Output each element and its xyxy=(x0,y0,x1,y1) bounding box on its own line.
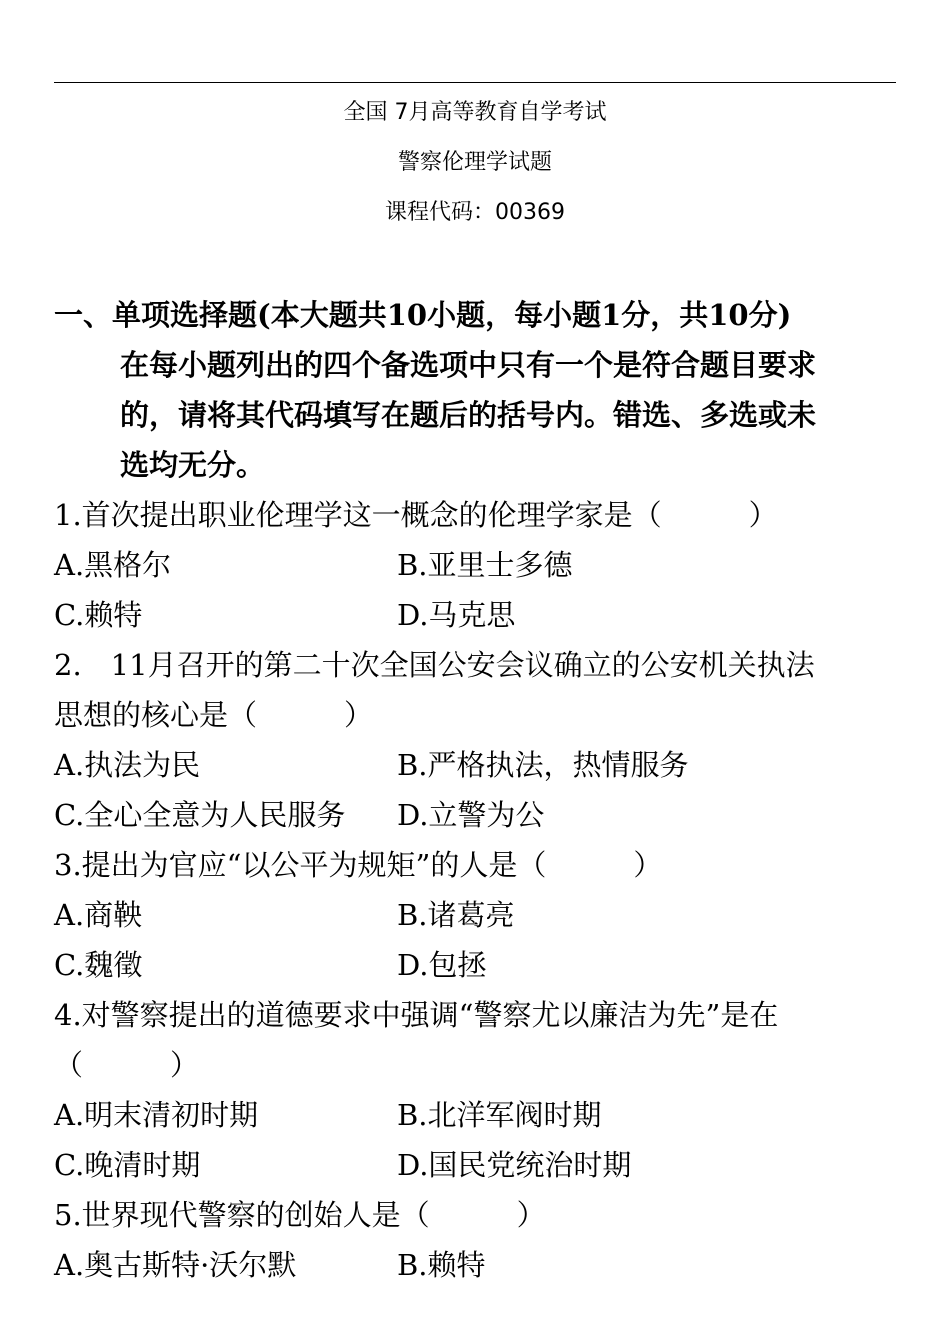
question-4-stem: 4.对警察提出的道德要求中强调“警察尤以廉洁为先”是在 xyxy=(54,998,779,1032)
question-4-option-c: C.晚清时期 xyxy=(54,1148,201,1182)
question-1-option-b: B.亚里士多德 xyxy=(397,548,573,582)
question-1-option-c: C.赖特 xyxy=(54,598,143,632)
question-2-option-b: B.严格执法，热情服务 xyxy=(397,748,689,782)
question-4-option-b: B.北洋军阀时期 xyxy=(397,1098,602,1132)
question-3-option-c: C.魏徵 xyxy=(54,948,143,982)
section-heading: 一、单项选择题(本大题共10小题，每小题1分，共10分) xyxy=(54,298,792,332)
question-5-option-a: A.奥古斯特·沃尔默 xyxy=(54,1248,297,1282)
question-2-option-a: A.执法为民 xyxy=(54,748,201,782)
exam-title: 全国 7月高等教育自学考试 xyxy=(343,100,607,125)
section-instruction-line: 选均无分。 xyxy=(120,448,266,482)
question-1-stem: 1.首次提出职业伦理学这一概念的伦理学家是（ ） xyxy=(54,498,778,532)
question-5-option-b: B.赖特 xyxy=(397,1248,486,1282)
question-3-option-d: D.包拯 xyxy=(397,948,487,982)
question-3-option-a: A.商鞅 xyxy=(54,898,143,932)
top-rule xyxy=(54,82,896,83)
section-one xyxy=(54,290,904,490)
question-2-stem-cont: 思想的核心是（ ） xyxy=(54,698,374,732)
question-1-option-d: D.马克思 xyxy=(397,598,516,632)
question-2-stem: 2. 11月召开的第二十次全国公安会议确立的公安机关执法 xyxy=(54,648,815,682)
question-5-stem: 5.世界现代警察的创始人是（ ） xyxy=(54,1198,546,1232)
course-code: 课程代码：00369 xyxy=(385,200,565,225)
question-4-option-a: A.明末清初时期 xyxy=(54,1098,259,1132)
question-2-option-c: C.全心全意为人民服务 xyxy=(54,798,346,832)
question-3-stem: 3.提出为官应“以公平为规矩”的人是（ ） xyxy=(54,848,663,882)
question-1-option-a: A.黑格尔 xyxy=(54,548,172,582)
question-2-option-d: D.立警为公 xyxy=(397,798,545,832)
section-instruction-line: 在每小题列出的四个备选项中只有一个是符合题目要求 xyxy=(120,348,817,382)
question-4-stem-cont: （ ） xyxy=(54,1048,200,1082)
paper-title: 警察伦理学试题 xyxy=(397,150,552,175)
question-3-option-b: B.诸葛亮 xyxy=(397,898,515,932)
section-instruction-line: 的，请将其代码填写在题后的括号内。错选、多选或未 xyxy=(120,398,817,432)
question-4-option-d: D.国民党统治时期 xyxy=(397,1148,632,1182)
